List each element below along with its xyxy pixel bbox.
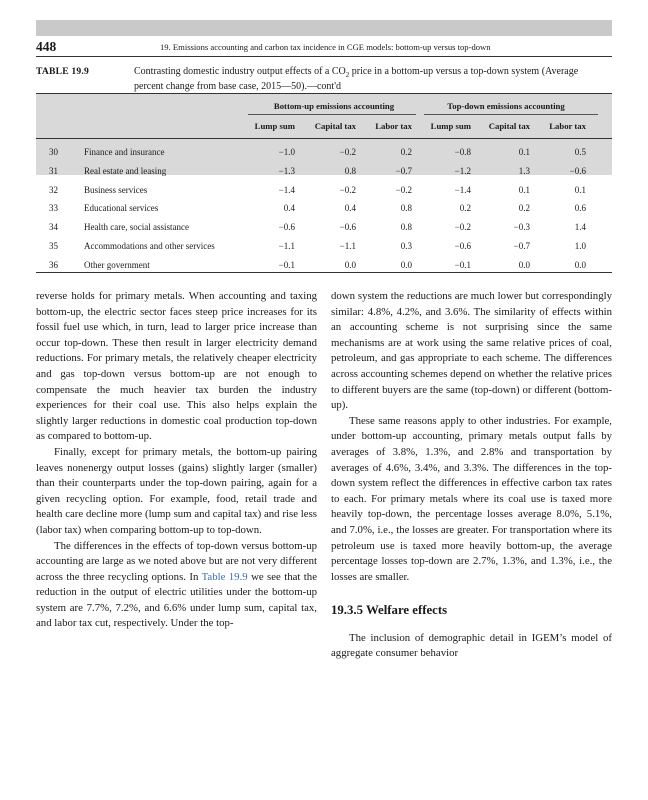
table-cell: −0.1 [454, 259, 471, 270]
table-cell: −0.2 [454, 222, 471, 233]
col-header-bu-labor-tax: Labor tax [375, 121, 412, 131]
paragraph: The inclusion of demographic detail in IGEM’s model of aggregate consumer behavior [331, 631, 612, 660]
paragraph: Finally, except for primary metals, the bottom-up pairing leaves nonenergy output losses (gains) slightly larger (smaller) than their counterparts under the top-down pairing, again for a given recycling option. For example, food, retail trade and health care decline more (lump sum and capital tax) and rise less (labor tax) when comparing bottom-up to top-down. [36, 445, 317, 536]
table-cell: −0.2 [339, 147, 356, 157]
right-column [331, 289, 612, 662]
table-cell: 0.0 [518, 259, 530, 270]
table-cell: −1.1 [278, 241, 295, 251]
table-cell: 0.3 [400, 241, 412, 251]
table-cell: 0.5 [574, 147, 586, 157]
row-label: Other government [84, 259, 150, 270]
section-heading: 19.3.5 Welfare effects [331, 603, 448, 618]
table-cell: −1.4 [454, 184, 471, 195]
row-number: 32 [49, 184, 58, 195]
table-row [36, 254, 612, 278]
row-label: Business services [84, 184, 148, 195]
table-cell: 0.8 [344, 165, 356, 176]
row-number: 36 [49, 259, 58, 270]
row-label: Real estate and leasing [84, 165, 167, 176]
col-header-bu-lump-sum: Lump sum [254, 121, 295, 131]
table-cell: 0.1 [574, 184, 586, 195]
table-cell: 0.1 [518, 147, 530, 157]
group-header-top-down: Top-down emissions accounting [447, 101, 565, 111]
table-cell: 1.4 [574, 222, 586, 233]
paragraph: These same reasons apply to other industries. For example, under bottom-up accounting, primary metals output falls by averages of 3.8%, 1.3%, and 2.8% and transportation by averages of 4.6%, 3.4%, and 3.3%. The differences in the top-down system reflect the differences in effective carbon tax rates to each. For primary metals where its coal use is taxed more heavily top-down, the percentage losses average 8.0%, 5.1%, and 7.0%, i.e., the losses are greater. For transportation where its petroleum use is taxed more heavily bottom-up, the average percentage losses top-down are 2.7%, 1.3%, and 1.3%, i.e., the losses are smaller. [331, 414, 612, 583]
table-cell: 0.2 [400, 147, 412, 157]
row-label: Finance and insurance [84, 147, 165, 157]
table-cell: 0.0 [400, 259, 412, 270]
header-bar [36, 20, 612, 36]
running-head: 19. Emissions accounting and carbon tax incidence in CGE models: bottom-up versus top-down [160, 42, 491, 52]
table-cell: −0.1 [278, 259, 295, 270]
table-cell: 0.4 [283, 203, 295, 214]
row-label: Educational services [84, 203, 159, 214]
table-cell: −0.3 [513, 222, 530, 233]
table-cell: 0.0 [344, 259, 356, 270]
col-header-td-lump-sum: Lump sum [430, 121, 471, 131]
table-cell: −0.8 [454, 147, 471, 157]
group-header-bottom-up: Bottom-up emissions accounting [273, 101, 395, 111]
table-header-rule [36, 138, 612, 139]
table-cell: 1.3 [518, 165, 530, 176]
table-cell: −0.2 [339, 184, 356, 195]
row-label: Accommodations and other services [84, 241, 215, 251]
group-rule-top-down [424, 114, 598, 115]
table-cell: −0.6 [454, 241, 471, 251]
table-cell: 0.4 [344, 203, 356, 214]
table-cell: −1.0 [278, 147, 295, 157]
table-cell: −0.7 [513, 241, 530, 251]
table-cell: −0.6 [278, 222, 295, 233]
table-cell: −1.4 [278, 184, 295, 195]
table-cell: −0.2 [395, 184, 412, 195]
left-column [36, 289, 317, 632]
table-label: TABLE 19.9 [36, 66, 89, 77]
paragraph: down system the reductions are much lower but correspondingly similar: 4.8%, 4.2%, and 3.6%. The similarity of effects within an accounting scheme is not surprising since the same mechanisms are at work using the same relative prices of coal, petroleum, and gas appropriate to each scheme. The differences across accounting schemes depend on whether the relative prices to different buyers are the same (top-down) or different (bottom-up). [331, 290, 612, 412]
table-cell: −0.6 [569, 165, 586, 176]
table-cell: −0.7 [395, 165, 412, 176]
table-cell: 0.2 [459, 203, 471, 214]
table-cell: −1.3 [278, 165, 295, 176]
row-number: 34 [49, 222, 58, 233]
table-cell: 0.8 [400, 222, 412, 233]
col-header-td-labor-tax: Labor tax [549, 121, 586, 131]
row-number: 35 [49, 241, 58, 251]
table-cell: 0.1 [518, 184, 530, 195]
row-label: Health care, social assistance [84, 222, 189, 233]
table-cell: −1.2 [454, 165, 471, 176]
col-header-td-capital-tax: Capital tax [488, 121, 530, 131]
table-cell: −1.1 [339, 241, 356, 251]
row-number: 33 [49, 203, 58, 214]
paragraph: reverse holds for primary metals. When accounting and taxing bottom-up, the electric sector faces steep price increases for its fossil fuel use which, in turn, lead to larger price increase than occur top-down. These then result in larger electricity demand reductions. For primary metals, the relatively cheaper electricity and gas top-down versus bottom-up are not enough to compensate the much heavier tax burden the industry experiences for their coal use. This also helps explain the slightly larger reductions in domestic coal production top-down as compared to bottom-up. [36, 290, 317, 443]
table-link[interactable]: Table 19.9 [201, 570, 248, 583]
table-cell: 0.8 [400, 203, 412, 214]
table-cell: −0.6 [339, 222, 356, 233]
table-caption-text: Contrasting domestic industry output effects of a $CO_2$ price in a bottom-up versus a top-down system (Average percent change from base case, 2015—50).—cont'd [134, 66, 579, 92]
header-rule [36, 56, 612, 57]
table-bottom-rule [36, 272, 612, 273]
col-header-bu-capital-tax: Capital tax [314, 121, 356, 131]
paragraph: The differences in the effects of top-down versus bottom-up accounting are large as we noted above but are not very different across the three recycling options. In Table 19.9 we see that the reduction in the output of electric utilities under the bottom-up system are 7.7%, 7.2%, and 6.6% under lump sum, capital tax, and labor tax cut, respectively. Under the top- [36, 539, 317, 630]
table-cell: 0.6 [574, 203, 586, 214]
row-number: 31 [49, 165, 58, 176]
page-number: 448 [36, 39, 57, 54]
table-top-rule [36, 93, 612, 94]
group-rule-bottom-up [248, 114, 416, 115]
table-cell: 0.2 [518, 203, 530, 214]
row-number: 30 [49, 147, 58, 157]
table-cell: 1.0 [574, 241, 586, 251]
table-cell: 0.0 [574, 259, 586, 270]
